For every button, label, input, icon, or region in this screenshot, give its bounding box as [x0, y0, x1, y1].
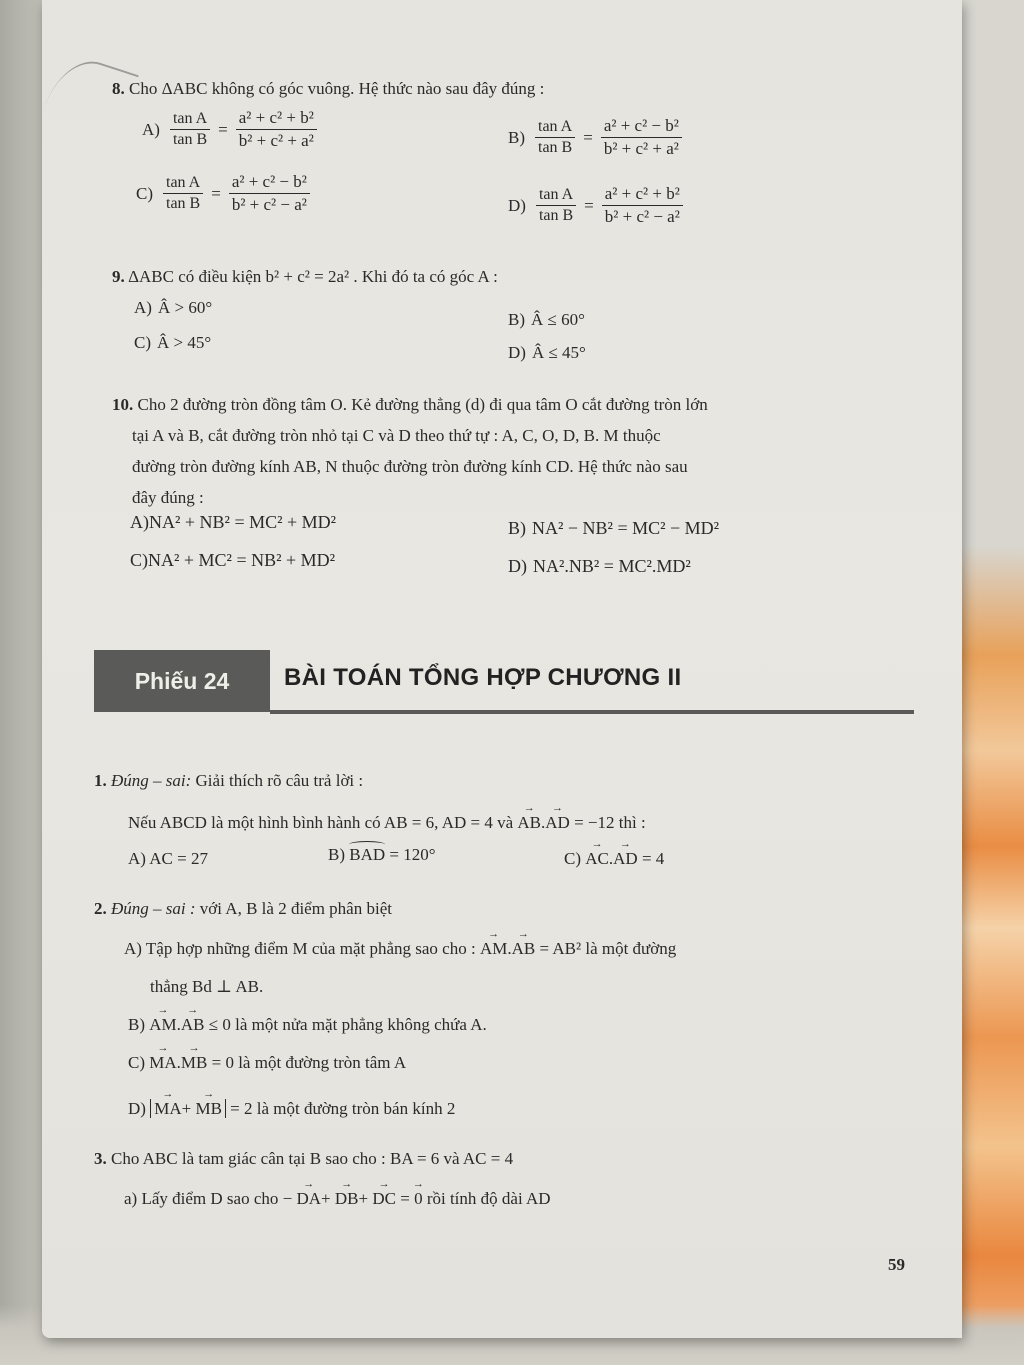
- q10-option-a: [130, 512, 336, 533]
- p2-option-d-text: = 2 là một đường tròn bán kính 2: [225, 1099, 456, 1118]
- p2-c-vector-mb: → MB: [181, 1052, 207, 1075]
- p2-a-vector-ab: → AB: [512, 938, 536, 961]
- p2-b-vector-am: → AM: [149, 1014, 176, 1037]
- p2-option-c: C) → MA.→ MB = 0 là một đường tròn tâm A: [128, 1052, 406, 1075]
- p3-equals: =: [395, 1189, 415, 1208]
- p1-lead: Đúng – sai:: [111, 771, 192, 790]
- p1-vector-ad-2: → AD: [613, 848, 638, 871]
- p1-option-b-rest: = 120°: [385, 845, 436, 864]
- p2-option-a-label: A): [124, 939, 142, 958]
- q9-option-c: [134, 333, 211, 353]
- p2-option-c-label: C): [128, 1053, 145, 1072]
- q8-option-d-rhs: [602, 184, 683, 227]
- p3-part-a-label: a): [124, 1189, 138, 1208]
- q8-option-d-label: D): [508, 195, 526, 215]
- q10-stem-line-2: tại A và B, cắt đường tròn nhỏ tại C và D theo thứ tự : A, C, O, D, B. M thuộc: [132, 426, 661, 445]
- section-title: BÀI TOÁN TỔNG HỢP CHƯƠNG II: [284, 664, 682, 691]
- q8-option-b-rhs: [601, 116, 682, 159]
- q8-option-a-label: A): [142, 119, 160, 139]
- p2-option-a-line2: thẳng Bd ⊥ AB.: [150, 977, 264, 996]
- p1-statement: [128, 812, 646, 835]
- q9-option-d: [508, 343, 586, 363]
- p1-option-a: A) AC = 27: [128, 849, 208, 868]
- q8-option-c-lhs: [163, 174, 203, 213]
- q10-option-d: [508, 556, 691, 577]
- p2-option-c-text: = 0 là một đường tròn tâm A: [207, 1053, 407, 1072]
- page-fold-mark: [25, 51, 139, 192]
- p3-vector-db: → DB: [335, 1188, 359, 1211]
- q9-stem: [112, 266, 498, 289]
- q10-number: 10.: [112, 395, 134, 414]
- p3-zero-vector: → 0: [414, 1188, 423, 1211]
- q8-b-lhs-den: tan B: [538, 139, 573, 156]
- p2-option-a-text-1: Tập hợp những điểm M của mặt phẳng sao cho :: [141, 939, 480, 958]
- p2-b-vector-ab: → AB: [181, 1014, 205, 1037]
- p2-option-a: A) Tập hợp những điểm M của mặt phẳng sao cho : → AM.→ AB = AB² là một đường: [124, 938, 676, 961]
- q8-a-op: =: [218, 119, 228, 139]
- p2-number: 2.: [94, 899, 107, 918]
- q10-option-c-text: NA² + MC² = NB² + MD²: [148, 550, 336, 570]
- p3-heading: [94, 1148, 513, 1171]
- q8-c-rhs-den: b² + c² − a²: [231, 195, 307, 214]
- p2-d-vector-ma: → MA: [154, 1098, 181, 1121]
- p1-lead-rest: Giải thích rõ câu trả lời :: [191, 771, 364, 790]
- q8-b-lhs-num: tan A: [535, 118, 575, 138]
- p3-vector-dc: → DC: [372, 1188, 396, 1211]
- p3-vector-da: → DA: [296, 1188, 321, 1211]
- q8-b-rhs-num: a² + c² − b²: [601, 116, 682, 138]
- q9-option-b-text: Â ≤ 60°: [531, 310, 585, 329]
- p1-vector-ab: → AB: [517, 812, 541, 835]
- q9-option-c-text: Â > 45°: [157, 333, 212, 352]
- q9-option-a: [134, 298, 212, 318]
- q8-option-a-rhs: [236, 108, 317, 151]
- p1-option-c-rest: = 4: [637, 849, 665, 868]
- q9-option-d-text: Â ≤ 45°: [531, 343, 586, 362]
- q10-option-b-label: B): [508, 518, 526, 538]
- section-underline: [270, 710, 914, 714]
- q8-b-op: =: [583, 127, 593, 147]
- q8-d-rhs-num: a² + c² + b²: [602, 184, 683, 206]
- q8-c-op: =: [211, 183, 221, 203]
- q8-c-lhs-num: tan A: [163, 174, 203, 194]
- q9-option-c-label: C): [134, 333, 151, 352]
- q8-a-lhs-den: tan B: [172, 131, 208, 148]
- p1-statement-text-b: = −12 thì :: [569, 813, 646, 832]
- p2-c-vector-ma: → MA: [149, 1052, 176, 1075]
- q8-c-rhs-num: a² + c² − b²: [229, 172, 310, 194]
- p1-number: 1.: [94, 771, 107, 790]
- q8-option-b-lhs: [535, 118, 575, 157]
- q8-option-c-rhs: [229, 172, 310, 215]
- p2-option-d-label: D): [128, 1099, 146, 1118]
- p3-stem: Cho ABC là tam giác cân tại B sao cho : BA = 6 và AC = 4: [111, 1149, 514, 1168]
- q8-d-rhs-den: b² + c² − a²: [604, 207, 680, 226]
- q8-d-lhs-num: tan A: [536, 186, 576, 206]
- q10-stem-line-1: Cho 2 đường tròn đồng tâm O. Kẻ đường thẳng (d) đi qua tâm O cắt đường tròn lớn: [137, 395, 708, 414]
- p1-vector-ad: → AD: [545, 812, 570, 835]
- q8-option-d: [508, 184, 687, 227]
- q8-a-rhs-den: b² + c² + a²: [238, 131, 314, 150]
- p2-option-d: [128, 1098, 455, 1121]
- p2-d-plus: +: [181, 1099, 192, 1118]
- q8-option-c-label: C): [136, 183, 153, 203]
- q8-d-op: =: [584, 195, 594, 215]
- p3-part-a-text-1: Lấy điểm D sao cho −: [137, 1189, 297, 1208]
- q9-option-a-label: A): [134, 298, 152, 317]
- q8-a-lhs-num: tan A: [170, 110, 210, 130]
- q10-option-b: [508, 518, 719, 539]
- q10-option-c: [130, 550, 335, 571]
- q9-option-b: [508, 310, 585, 330]
- q8-c-lhs-den: tan B: [166, 195, 201, 212]
- p3-plus-1: +: [321, 1189, 335, 1208]
- p1-dot: .: [541, 813, 546, 832]
- q8-option-b-label: B): [508, 127, 525, 147]
- q9-option-b-label: B): [508, 310, 525, 329]
- q8-stem: [112, 78, 544, 101]
- p1-option-c-label: C): [564, 849, 581, 868]
- p3-part-a: [124, 1188, 551, 1211]
- q8-option-c: [136, 172, 314, 215]
- p2-lead: Đúng – sai :: [111, 899, 196, 918]
- q9-number: 9.: [112, 267, 125, 286]
- q10-option-d-text: NA².NB² = MC².MD²: [533, 556, 691, 576]
- p1-angle-bad: BAD: [349, 844, 385, 867]
- p1-option-b-label: B): [328, 845, 345, 864]
- q10-option-c-label: C): [130, 550, 148, 570]
- q10-option-a-text: NA² + NB² = MC² + MD²: [149, 512, 337, 532]
- q9-stem-text: ΔABC có điều kiện b² + c² = 2a² . Khi đó ta có góc A :: [128, 267, 498, 286]
- q10-stem-line-4: đây đúng :: [132, 488, 204, 507]
- p2-option-b-text: ≤ 0 là một nửa mặt phẳng không chứa A.: [204, 1015, 487, 1034]
- q8-b-rhs-den: b² + c² + a²: [603, 139, 679, 158]
- q8-stem-text: Cho ΔABC không có góc vuông. Hệ thức nào sau đây đúng :: [129, 79, 545, 98]
- p3-part-a-text-2: rồi tính độ dài AD: [422, 1189, 551, 1208]
- q10-stem: [112, 389, 708, 513]
- q8-option-b: [508, 116, 686, 159]
- section-banner: [94, 650, 914, 714]
- q10-option-b-text: NA² − NB² = MC² − MD²: [532, 518, 720, 538]
- page-number: 59: [888, 1255, 905, 1274]
- p2-a-vector-am: → AM: [480, 938, 507, 961]
- p1-option-c: C) → AC.→ AD = 4: [564, 848, 664, 871]
- q9-option-a-text: Â > 60°: [157, 298, 213, 317]
- p2-option-b-label: B): [128, 1015, 145, 1034]
- q8-a-rhs-num: a² + c² + b²: [236, 108, 317, 130]
- section-tag: Phiếu 24: [94, 650, 270, 712]
- p2-option-b: B) → AM.→ AB ≤ 0 là một nửa mặt phẳng không chứa A.: [128, 1014, 487, 1037]
- p2-option-a-text-2: = AB² là một đường: [535, 939, 677, 958]
- p3-number: 3.: [94, 1149, 107, 1168]
- p2-lead-rest: với A, B là 2 điểm phân biệt: [195, 899, 392, 918]
- q8-d-lhs-den: tan B: [538, 207, 574, 224]
- p1-vector-ac: → AC: [585, 848, 609, 871]
- q10-option-a-label: A): [130, 512, 149, 532]
- p1-option-b: [328, 844, 436, 867]
- q10-option-d-label: D): [508, 556, 527, 576]
- q8-number: 8.: [112, 79, 125, 98]
- q9-option-d-label: D): [508, 343, 526, 362]
- p2-d-abs-value: [150, 1099, 226, 1118]
- p1-heading: [94, 770, 363, 793]
- q8-option-a: [142, 108, 321, 151]
- p3-plus-2: +: [358, 1189, 373, 1208]
- q8-option-a-lhs: [170, 110, 210, 149]
- q10-stem-line-3: đường tròn đường kính AB, N thuộc đường tròn đường kính CD. Hệ thức nào sau: [132, 457, 688, 476]
- p2-d-vector-mb: → MB: [195, 1098, 221, 1121]
- p2-heading: [94, 898, 392, 921]
- p1-statement-text-a: Nếu ABCD là một hình bình hành có AB = 6, AD = 4 và: [128, 813, 518, 832]
- q8-option-d-lhs: [536, 186, 576, 225]
